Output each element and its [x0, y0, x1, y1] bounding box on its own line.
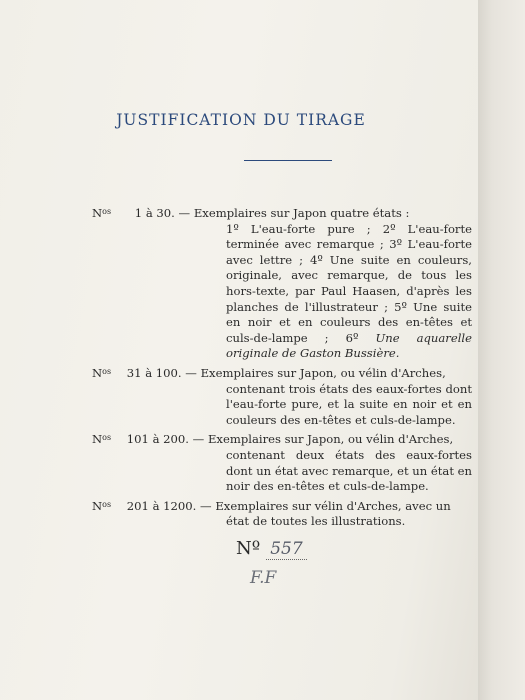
entry-body: contenant trois états des eaux-fortes dont l'eau-forte pure, et la suite en noir et en couleurs des en-têtes et culs-de-lampe. — [226, 381, 472, 427]
entry-number-label: N — [92, 365, 103, 380]
entry-first-line: — Exemplaires sur vélin d'Arches, avec un — [196, 498, 451, 513]
entry-number-sup: os — [102, 207, 112, 216]
list-item — [92, 204, 472, 362]
list-item — [92, 364, 472, 428]
list-item — [92, 430, 472, 494]
copy-number-label: Nº — [236, 538, 261, 559]
entry-range: 31 à 100. — [126, 365, 182, 380]
entry-first-line: — Exemplaires sur Japon, ou vélin d'Arches, — [189, 432, 454, 447]
entry-range: 201 à 1200. — [126, 498, 197, 513]
entry-number-sup: os — [102, 433, 112, 443]
entry-number-sup: os — [102, 366, 112, 376]
entry-body: 1º L'eau-forte pure ; 2º L'eau-forte terminée avec remarque ; 3º L'eau-forte avec lettre ; 4º Une suite en couleurs, originale, avec remarque, de tous les hors-texte, par Paul Haasen, d'après les planches de l'illustrateur ; 5º Une suite en noir et en couleurs des en-têtes et culs-de-lampe ; 6º — [226, 221, 472, 345]
entry-range: 101 à 200. — [126, 432, 189, 447]
handwritten-initials: F.F — [250, 568, 277, 588]
copy-number — [236, 538, 307, 560]
copy-number-value: 557 — [266, 539, 306, 560]
entry-number-label: N — [92, 206, 103, 220]
entry-body: état de toutes les illustrations. — [226, 514, 406, 529]
print-run-list — [92, 204, 472, 530]
page-edge — [478, 0, 525, 700]
entry-italic-tail: Une aquarelle originale de Gaston Bussière. — [226, 330, 472, 361]
list-item — [92, 497, 472, 530]
title-divider — [244, 160, 332, 161]
entry-number-sup: os — [102, 499, 112, 509]
entry-number-label: N — [92, 432, 103, 447]
page-title: JUSTIFICATION DU TIRAGE — [116, 111, 366, 129]
entry-first-line: — Exemplaires sur Japon, ou vélin d'Arches, — [181, 365, 446, 380]
entry-first-line: — Exemplaires sur Japon quatre états : — [174, 206, 410, 220]
entry-range: 1 à 30. — [134, 206, 175, 220]
entry-body: contenant deux états des eaux-fortes dont un état avec remarque, et un état en noir des en-têtes et culs-de-lampe. — [226, 447, 473, 494]
entry-number-label: N — [92, 498, 103, 513]
